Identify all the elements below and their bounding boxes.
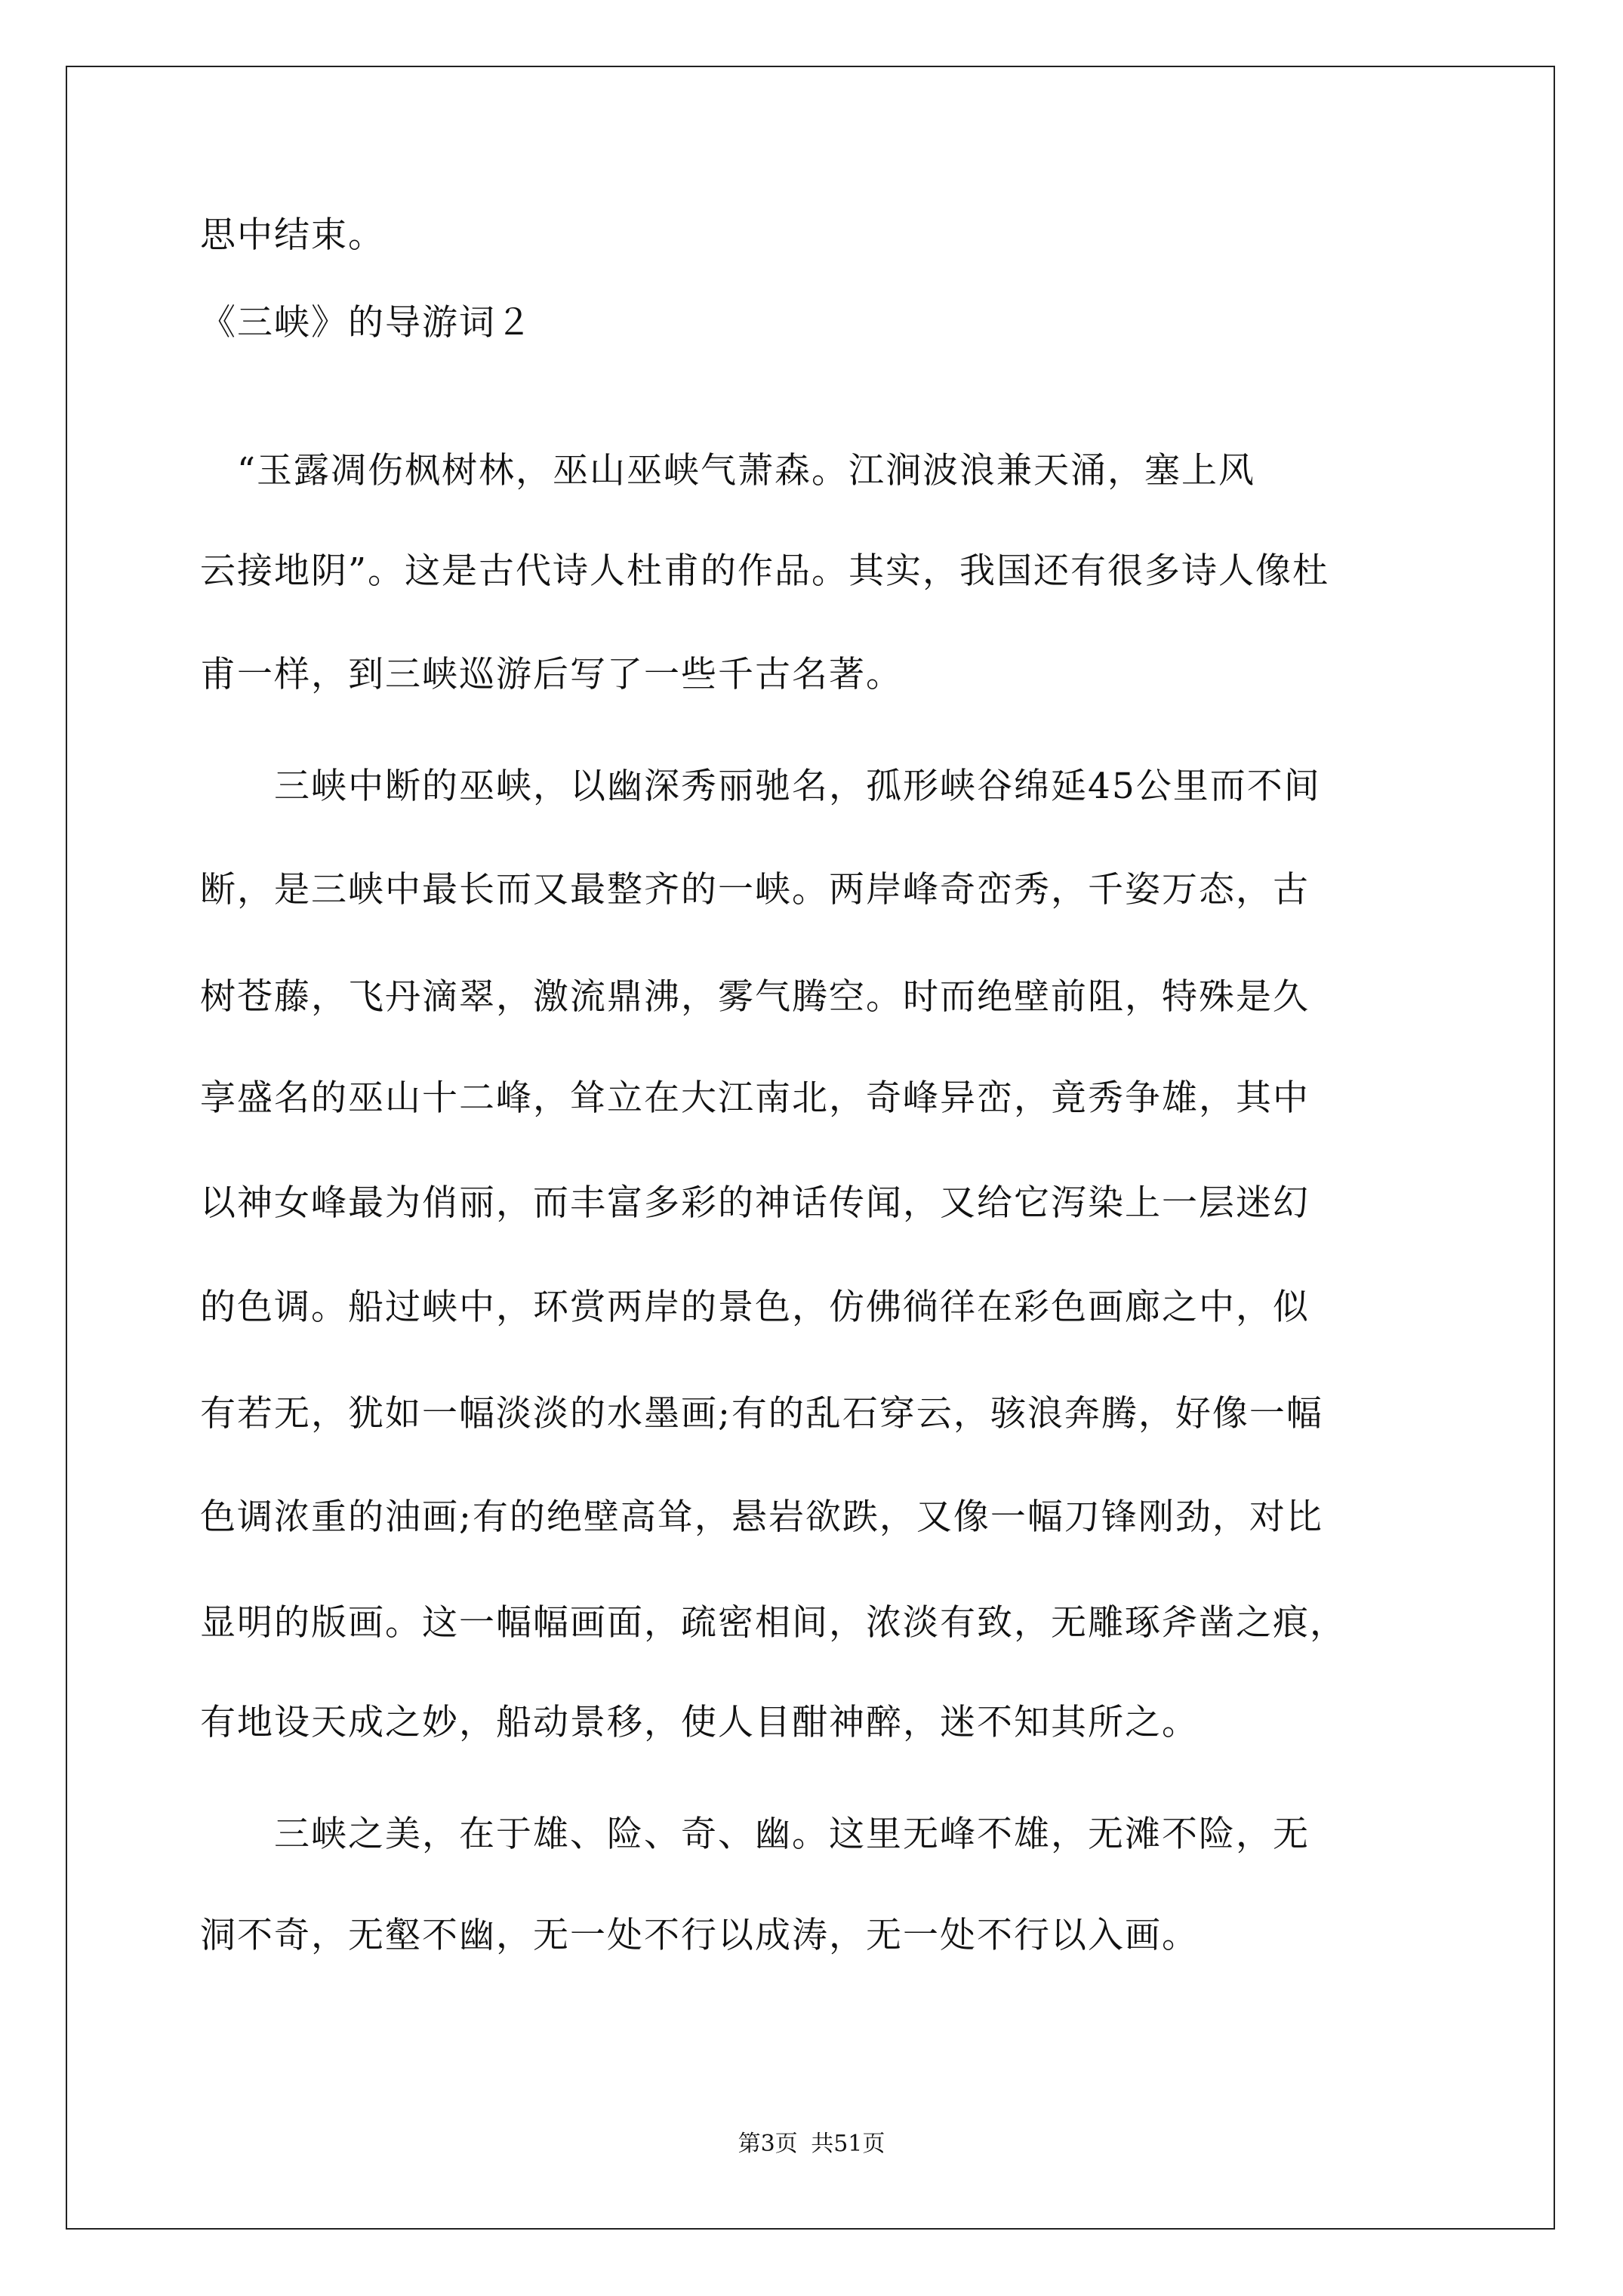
text-line: 有若无，犹如一幅淡淡的水墨画;有的乱石穿云，骇浪奔腾，好像一幅 [200, 1393, 1323, 1435]
text-line: 甫一样，到三峡巡游后写了一些千古名著。 [200, 654, 903, 695]
text-line: 洞不奇，无壑不幽，无一处不行以成涛，无一处不行以入画。 [200, 1915, 1199, 1956]
page-footer [0, 2129, 1623, 2159]
text-line: 以神女峰最为俏丽，而丰富多彩的神话传闻，又给它泻染上一层迷幻 [200, 1182, 1310, 1224]
text-line: 显明的版画。这一幅幅画面，疏密相间，浓淡有致，无雕琢斧凿之痕， [200, 1602, 1347, 1644]
text-line: 三峡中断的巫峡，以幽深秀丽驰名，孤形峡谷绵延45公里而不间 [200, 766, 1321, 807]
page-border [66, 66, 1555, 2230]
text-line: 树苍藤，飞丹滴翠，激流鼎沸，雾气腾空。时而绝壁前阻，特殊是久 [200, 976, 1310, 1018]
page-total: 共51页 [811, 2131, 885, 2157]
text-line: 断，是三峡中最长而又最整齐的一峡。两岸峰奇峦秀，千姿万态，古 [200, 869, 1310, 911]
text-line: 云接地阴”。这是古代诗人杜甫的作品。其实，我国还有很多诗人像杜 [200, 550, 1330, 592]
text-line: 三峡之美，在于雄、险、奇、幽。这里无峰不雄，无滩不险，无 [200, 1814, 1310, 1855]
text-line: 色调浓重的油画;有的绝壁高耸，悬岩欲跌，又像一幅刀锋刚劲，对比 [200, 1496, 1323, 1538]
section-heading: 《三峡》的导游词２ [200, 302, 533, 344]
text-line: 思中结束。 [200, 214, 385, 256]
text-line: 的色调。船过峡中，环赏两岸的景色，仿佛徜徉在彩色画廊之中，似 [200, 1287, 1310, 1328]
text-line: 有地设天成之妙，船动景移，使人目酣神醉，迷不知其所之。 [200, 1702, 1199, 1743]
page-number: 第3页 [738, 2131, 798, 2157]
text-line: 享盛名的巫山十二峰，耸立在大江南北，奇峰异峦，竟秀争雄，其中 [200, 1077, 1310, 1119]
text-line: “玉露凋伤枫树林，巫山巫峡气萧森。江涧波浪兼天涌，塞上风 [200, 450, 1256, 492]
